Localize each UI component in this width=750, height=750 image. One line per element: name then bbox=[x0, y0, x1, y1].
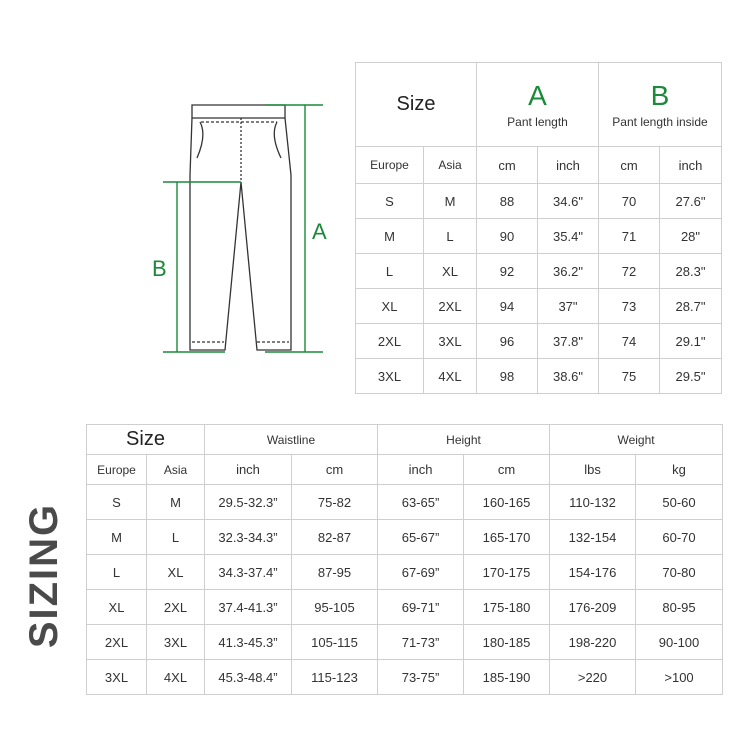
table-cell: 74 bbox=[599, 324, 660, 359]
table-cell: 170-175 bbox=[464, 555, 550, 590]
table-row bbox=[87, 555, 723, 590]
table-cell: 71 bbox=[599, 219, 660, 254]
sub-header: cm bbox=[477, 147, 538, 184]
sub-header: inch bbox=[538, 147, 599, 184]
table-cell: 63-65” bbox=[378, 485, 464, 520]
table-cell: 98 bbox=[477, 359, 538, 394]
col-a-header bbox=[477, 63, 599, 147]
col-a-letter: A bbox=[528, 79, 547, 111]
table-cell: 35.4" bbox=[538, 219, 599, 254]
table-cell: M bbox=[87, 520, 147, 555]
table-row bbox=[356, 219, 722, 254]
table-cell: M bbox=[424, 184, 477, 219]
table-cell: 180-185 bbox=[464, 625, 550, 660]
label-b: B bbox=[152, 256, 167, 281]
table-cell: 94 bbox=[477, 289, 538, 324]
group-header-height: Height bbox=[378, 425, 550, 455]
table-cell: 60-70 bbox=[636, 520, 723, 555]
table-row bbox=[87, 625, 723, 660]
table-cell: 73-75” bbox=[378, 660, 464, 695]
pant-length-table bbox=[355, 62, 722, 394]
table-row bbox=[87, 485, 723, 520]
sizing-side-label bbox=[20, 502, 70, 648]
table-cell: M bbox=[147, 485, 205, 520]
table-cell: L bbox=[424, 219, 477, 254]
table-cell: 65-67” bbox=[378, 520, 464, 555]
table-cell: 87-95 bbox=[292, 555, 378, 590]
table-cell: 41.3-45.3” bbox=[205, 625, 292, 660]
sub-header: lbs bbox=[550, 455, 636, 485]
table-cell: XL bbox=[424, 254, 477, 289]
table-cell: 70 bbox=[599, 184, 660, 219]
table-cell: 34.6" bbox=[538, 184, 599, 219]
table-cell: 37.8" bbox=[538, 324, 599, 359]
table-cell: 45.3-48.4” bbox=[205, 660, 292, 695]
sub-header: kg bbox=[636, 455, 723, 485]
col-b-label: Pant length inside bbox=[612, 114, 708, 129]
table-cell: 110-132 bbox=[550, 485, 636, 520]
table-cell: 2XL bbox=[424, 289, 477, 324]
table-cell: 185-190 bbox=[464, 660, 550, 695]
table-cell: 96 bbox=[477, 324, 538, 359]
table-cell: 75 bbox=[599, 359, 660, 394]
table-cell: 88 bbox=[477, 184, 538, 219]
table-cell: 50-60 bbox=[636, 485, 723, 520]
table-row bbox=[87, 590, 723, 625]
sub-header: Europe bbox=[87, 455, 147, 485]
size-header: Size bbox=[356, 63, 477, 147]
table-cell: 3XL bbox=[424, 324, 477, 359]
table-cell: L bbox=[87, 555, 147, 590]
table-cell: XL bbox=[356, 289, 424, 324]
table-cell: XL bbox=[147, 555, 205, 590]
table-cell: 160-165 bbox=[464, 485, 550, 520]
table-cell: 95-105 bbox=[292, 590, 378, 625]
table-cell: 70-80 bbox=[636, 555, 723, 590]
table-cell: 27.6" bbox=[660, 184, 722, 219]
table-cell: 92 bbox=[477, 254, 538, 289]
table-cell: 37.4-41.3” bbox=[205, 590, 292, 625]
table-cell: 176-209 bbox=[550, 590, 636, 625]
table-cell: 38.6" bbox=[538, 359, 599, 394]
sizing-text: SIZING bbox=[22, 502, 67, 648]
pants-diagram bbox=[145, 100, 345, 365]
table-cell: 90-100 bbox=[636, 625, 723, 660]
table-cell: L bbox=[356, 254, 424, 289]
col-b-letter: B bbox=[650, 79, 670, 111]
table-cell: 2XL bbox=[147, 590, 205, 625]
sub-header: inch bbox=[378, 455, 464, 485]
table-cell: 4XL bbox=[147, 660, 205, 695]
table-cell: 175-180 bbox=[464, 590, 550, 625]
table-cell: 36.2" bbox=[538, 254, 599, 289]
table-row bbox=[356, 324, 722, 359]
table-cell: 80-95 bbox=[636, 590, 723, 625]
sub-header: cm bbox=[464, 455, 550, 485]
body-measurement-table bbox=[86, 424, 723, 695]
table-cell: XL bbox=[87, 590, 147, 625]
sub-header: Europe bbox=[356, 147, 424, 184]
table-cell: 37" bbox=[538, 289, 599, 324]
table-cell: M bbox=[356, 219, 424, 254]
size-header: Size bbox=[87, 425, 205, 455]
table-row bbox=[356, 289, 722, 324]
table-cell: 3XL bbox=[147, 625, 205, 660]
group-header-weight: Weight bbox=[550, 425, 723, 455]
table-row bbox=[356, 254, 722, 289]
table-cell: 165-170 bbox=[464, 520, 550, 555]
table-cell: 73 bbox=[599, 289, 660, 324]
table-cell: S bbox=[87, 485, 147, 520]
group-header-waistline: Waistline bbox=[205, 425, 378, 455]
table-cell: 29.1" bbox=[660, 324, 722, 359]
table-cell: 29.5" bbox=[660, 359, 722, 394]
sub-header: inch bbox=[205, 455, 292, 485]
table-row bbox=[87, 520, 723, 555]
table-cell: 198-220 bbox=[550, 625, 636, 660]
table-cell: 69-71” bbox=[378, 590, 464, 625]
table-cell: S bbox=[356, 184, 424, 219]
table-cell: 34.3-37.4” bbox=[205, 555, 292, 590]
sub-header: Asia bbox=[147, 455, 205, 485]
table-cell: 115-123 bbox=[292, 660, 378, 695]
table-row bbox=[356, 359, 722, 394]
table-cell: 2XL bbox=[87, 625, 147, 660]
table-cell: 28.7" bbox=[660, 289, 722, 324]
table-cell: 32.3-34.3” bbox=[205, 520, 292, 555]
table-cell: >100 bbox=[636, 660, 723, 695]
table-row bbox=[356, 184, 722, 219]
table-row bbox=[87, 660, 723, 695]
table-cell: 105-115 bbox=[292, 625, 378, 660]
table-cell: 3XL bbox=[87, 660, 147, 695]
table-cell: 82-87 bbox=[292, 520, 378, 555]
table-cell: 75-82 bbox=[292, 485, 378, 520]
sub-header: inch bbox=[660, 147, 722, 184]
col-b-header bbox=[599, 63, 722, 147]
label-a: A bbox=[312, 219, 327, 244]
sub-header: Asia bbox=[424, 147, 477, 184]
col-a-label: Pant length bbox=[507, 114, 568, 129]
table-cell: 29.5-32.3” bbox=[205, 485, 292, 520]
table-cell: 67-69” bbox=[378, 555, 464, 590]
table-cell: 2XL bbox=[356, 324, 424, 359]
table-cell: 28" bbox=[660, 219, 722, 254]
table-cell: 71-73” bbox=[378, 625, 464, 660]
table-cell: 3XL bbox=[356, 359, 424, 394]
table-cell: 28.3" bbox=[660, 254, 722, 289]
table-cell: 90 bbox=[477, 219, 538, 254]
table-cell: 72 bbox=[599, 254, 660, 289]
sub-header: cm bbox=[599, 147, 660, 184]
table-cell: 154-176 bbox=[550, 555, 636, 590]
table-cell: 4XL bbox=[424, 359, 477, 394]
table-cell: 132-154 bbox=[550, 520, 636, 555]
sub-header: cm bbox=[292, 455, 378, 485]
table-cell: >220 bbox=[550, 660, 636, 695]
table-cell: L bbox=[147, 520, 205, 555]
